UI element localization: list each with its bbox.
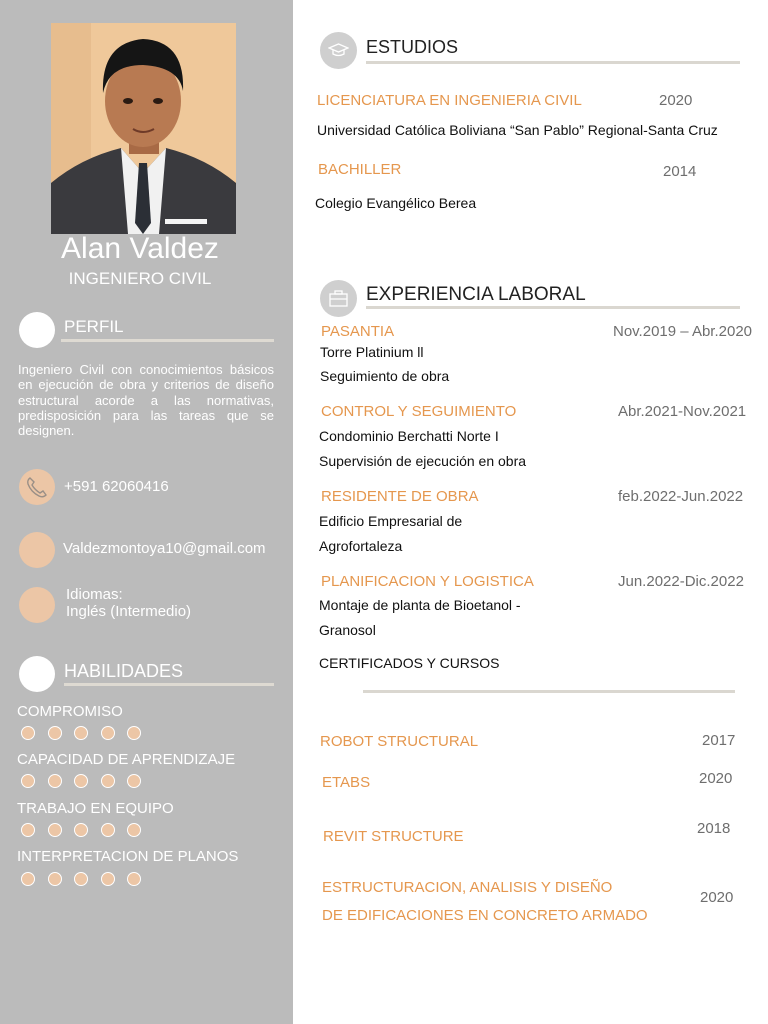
education-degree: LICENCIATURA EN INGENIERIA CIVIL [317,92,582,109]
skill-dot [127,726,141,740]
skills-heading: HABILIDADES [64,661,184,681]
skill-label: TRABAJO EN EQUIPO [17,800,174,817]
skill-dot [101,872,115,886]
phone-icon [19,469,55,505]
perfil-heading: PERFIL [64,317,124,336]
certificates-heading: CERTIFICADOS Y CURSOS [319,655,500,671]
education-divider [366,61,740,64]
skill-label: COMPROMISO [17,703,123,720]
person-portrait-icon [51,23,236,234]
certificate-name: REVIT STRUCTURE [323,828,464,845]
experience-divider [366,306,740,309]
candidate-name: Alan Valdez [61,232,219,265]
education-year: 2020 [659,92,693,109]
skill-label: INTERPRETACION DE PLANOS [17,848,239,865]
skill-dot [74,823,88,837]
education-degree: BACHILLER [318,161,402,178]
perfil-divider [61,339,274,342]
candidate-title: INGENIERO CIVIL [68,269,212,288]
perfil-summary: Ingeniero Civil con conocimientos básicos en ejecución de obra y criterios de diseño estructural acorde a las normativas, predisposición para las tareas que se designen. [18,362,274,439]
job-role: CONTROL Y SEGUIMIENTO [321,403,517,420]
skill-dot [21,774,35,788]
briefcase-icon [320,280,357,317]
email-icon [19,532,55,568]
language-icon [19,587,55,623]
profile-photo [51,23,236,234]
skill-dot [74,872,88,886]
certificate-name: ETABS [322,774,371,791]
skill-dot [101,823,115,837]
skill-dot [101,774,115,788]
skill-dot [74,726,88,740]
job-company: Condominio Berchatti Norte I [319,428,499,444]
certificates-divider [363,690,735,693]
job-role: PASANTIA [321,323,395,340]
job-role: RESIDENTE DE OBRA [321,488,479,505]
skill-dot [48,823,62,837]
education-year: 2014 [663,163,697,180]
skills-divider [64,683,274,686]
skills-section-icon [19,656,55,692]
skill-label: CAPACIDAD DE APRENDIZAJE [17,751,236,768]
job-description: Seguimiento de obra [320,368,450,384]
skill-dot [21,726,35,740]
job-dates: Abr.2021-Nov.2021 [618,403,747,420]
job-dates: feb.2022-Jun.2022 [618,488,744,505]
certificate-year: 2017 [702,732,736,749]
job-description: Supervisión de ejecución en obra [319,453,527,469]
certificate-name-continued: DE EDIFICACIONES EN CONCRETO ARMADO [322,907,648,924]
languages-value: Inglés (Intermedio) [66,603,192,620]
skill-dot [48,726,62,740]
sidebar [0,0,293,1024]
skill-dot [74,774,88,788]
certificate-year: 2020 [699,770,733,787]
skill-dot [21,872,35,886]
skill-dot [48,872,62,886]
skill-dot [101,726,115,740]
job-company: Torre Platinium ll [320,344,424,360]
experience-heading: EXPERIENCIA LABORAL [366,284,586,305]
skill-dot [127,774,141,788]
perfil-section-icon [19,312,55,348]
skill-dot [127,823,141,837]
job-company: Edificio Empresarial de [319,513,463,529]
job-description: Agrofortaleza [319,538,403,554]
languages-label: Idiomas: [66,586,123,603]
job-dates: Nov.2019 – Abr.2020 [613,323,752,340]
education-heading: ESTUDIOS [366,37,459,57]
certificate-year: 2020 [700,889,734,906]
job-description: Granosol [319,622,376,638]
job-company: Montaje de planta de Bioetanol - [319,597,521,613]
skill-dot [48,774,62,788]
skill-dot [21,823,35,837]
skill-dot [127,872,141,886]
education-school: Universidad Católica Boliviana “San Pablo” Regional-Santa Cruz [317,122,718,138]
certificate-year: 2018 [697,820,731,837]
certificate-name: ROBOT STRUCTURAL [320,733,479,750]
phone-number[interactable]: +591 62060416 [64,478,169,495]
job-role: PLANIFICACION Y LOGISTICA [321,573,534,590]
certificate-name: ESTRUCTURACION, ANALISIS Y DISEÑO [322,879,613,896]
graduation-cap-icon [320,32,357,69]
email-address[interactable]: Valdezmontoya10@gmail.com [63,540,266,557]
education-school: Colegio Evangélico Berea [315,195,477,211]
job-dates: Jun.2022-Dic.2022 [618,573,744,590]
